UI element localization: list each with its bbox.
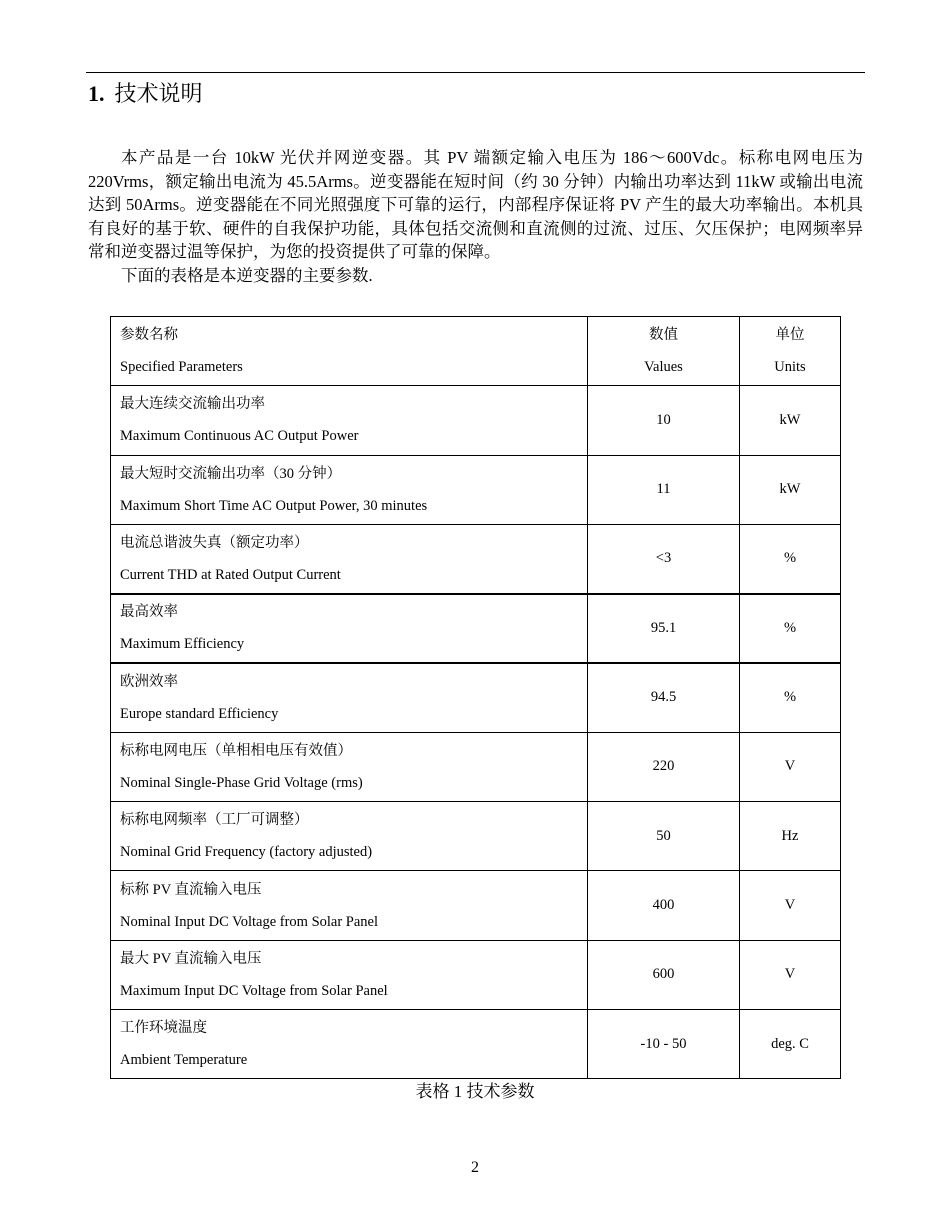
param-name-zh: 标称电网频率（工厂可调整）: [120, 812, 309, 829]
param-name-cell: [111, 594, 588, 663]
param-name-en: Nominal Grid Frequency (factory adjusted): [120, 844, 373, 861]
param-name-cell: [111, 940, 588, 1009]
param-value: 400: [588, 871, 740, 940]
param-name-en: Nominal Single-Phase Grid Voltage (rms): [120, 774, 363, 791]
param-unit: %: [740, 663, 841, 732]
param-name-cell: [111, 871, 588, 940]
param-name-cell: [111, 1009, 588, 1078]
param-name-zh: 工作环境温度: [120, 1020, 207, 1037]
param-value: 94.5: [588, 663, 740, 732]
param-name-cell: [111, 663, 588, 732]
param-name-en: Maximum Efficiency: [120, 636, 245, 653]
param-name-en: Maximum Short Time AC Output Power, 30 minutes: [120, 497, 428, 514]
table-row: [111, 524, 841, 593]
param-name-cell: [111, 732, 588, 801]
param-unit: V: [740, 871, 841, 940]
table-row: [111, 1009, 841, 1078]
header-unit-cell: [740, 317, 841, 386]
param-unit: %: [740, 594, 841, 663]
param-unit: deg. C: [740, 1009, 841, 1078]
param-name-cell: [111, 455, 588, 524]
spec-table: [110, 316, 841, 1079]
intro-text: [88, 146, 863, 287]
param-value: 95.1: [588, 594, 740, 663]
page-number: 2: [471, 1159, 479, 1176]
param-value: -10 - 50: [588, 1009, 740, 1078]
top-rule: [86, 72, 865, 73]
param-value: 220: [588, 732, 740, 801]
header-unit-zh: 单位: [775, 327, 805, 344]
param-name-zh: 最高效率: [120, 604, 178, 621]
header-unit-en: Units: [774, 359, 806, 376]
table-row: [111, 663, 841, 732]
param-name-cell: [111, 386, 588, 455]
header-value-en: Values: [644, 359, 683, 376]
param-name-en: Current THD at Rated Output Current: [120, 566, 341, 583]
section-number: 1.: [88, 81, 105, 106]
header-value-zh: 数值: [649, 327, 678, 344]
param-name-zh: 欧洲效率: [120, 673, 178, 690]
header-name-en: Specified Parameters: [120, 359, 243, 376]
header-name-zh: 参数名称: [120, 327, 178, 344]
param-name-cell: [111, 524, 588, 593]
param-unit: V: [740, 940, 841, 1009]
table-row: [111, 802, 841, 871]
table-row: [111, 871, 841, 940]
header-value-cell: [588, 317, 740, 386]
param-value: 50: [588, 802, 740, 871]
param-name-zh: 最大连续交流输出功率: [120, 396, 265, 413]
param-name-en: Nominal Input DC Voltage from Solar Panel: [120, 913, 379, 930]
param-value: 11: [588, 455, 740, 524]
section-heading: [88, 80, 203, 108]
param-name-zh: 标称 PV 直流输入电压: [120, 881, 262, 898]
header-name-cell: [111, 317, 588, 386]
param-name-en: Maximum Continuous AC Output Power: [120, 428, 359, 445]
param-name-zh: 标称电网电压（单相相电压有效值）: [120, 742, 352, 759]
param-value: 600: [588, 940, 740, 1009]
param-unit: kW: [740, 455, 841, 524]
param-name-en: Europe standard Efficiency: [120, 705, 279, 722]
param-name-zh: 电流总谐波失真（额定功率）: [120, 534, 309, 551]
param-unit: kW: [740, 386, 841, 455]
param-name-en: Ambient Temperature: [120, 1052, 248, 1069]
table-caption: 表格 1 技术参数: [415, 1082, 535, 1101]
param-value: <3: [588, 524, 740, 593]
param-unit: Hz: [740, 802, 841, 871]
param-name-cell: [111, 802, 588, 871]
table-row: [111, 455, 841, 524]
intro-paragraph-1: 本产品是一台 10kW 光伏并网逆变器。其 PV 端额定输入电压为 186～600Vdc。标称电网电压为 220Vrms，额定输出电流为 45.5Arms。逆变器能在短时间（约 30 分钟）内输出功率达到 11kW 或输出电流达到 50Arms。逆变器能在不同光照强度下可靠的运行，内部程序保证将 PV 产生的最大功率输出。本机具有良好的基于软、硬件的自我保护功能，具体包括交流侧和直流侧的过流、过压、欠压保护；电网频率异常和逆变器过温等保护，为您的投资提供了可靠的保障。: [88, 148, 863, 261]
table-row: [111, 594, 841, 663]
intro-paragraph-2: 下面的表格是本逆变器的主要参数.: [121, 265, 373, 285]
table-row: [111, 940, 841, 1009]
table-row: [111, 386, 841, 455]
param-unit: V: [740, 732, 841, 801]
table-header-row: [111, 317, 841, 386]
param-name-en: Maximum Input DC Voltage from Solar Panel: [120, 982, 388, 999]
param-value: 10: [588, 386, 740, 455]
param-name-zh: 最大 PV 直流输入电压: [120, 950, 262, 967]
param-unit: %: [740, 524, 841, 593]
section-title: 技术说明: [114, 81, 203, 106]
param-name-zh: 最大短时交流输出功率（30 分钟）: [120, 465, 342, 482]
table-row: [111, 732, 841, 801]
